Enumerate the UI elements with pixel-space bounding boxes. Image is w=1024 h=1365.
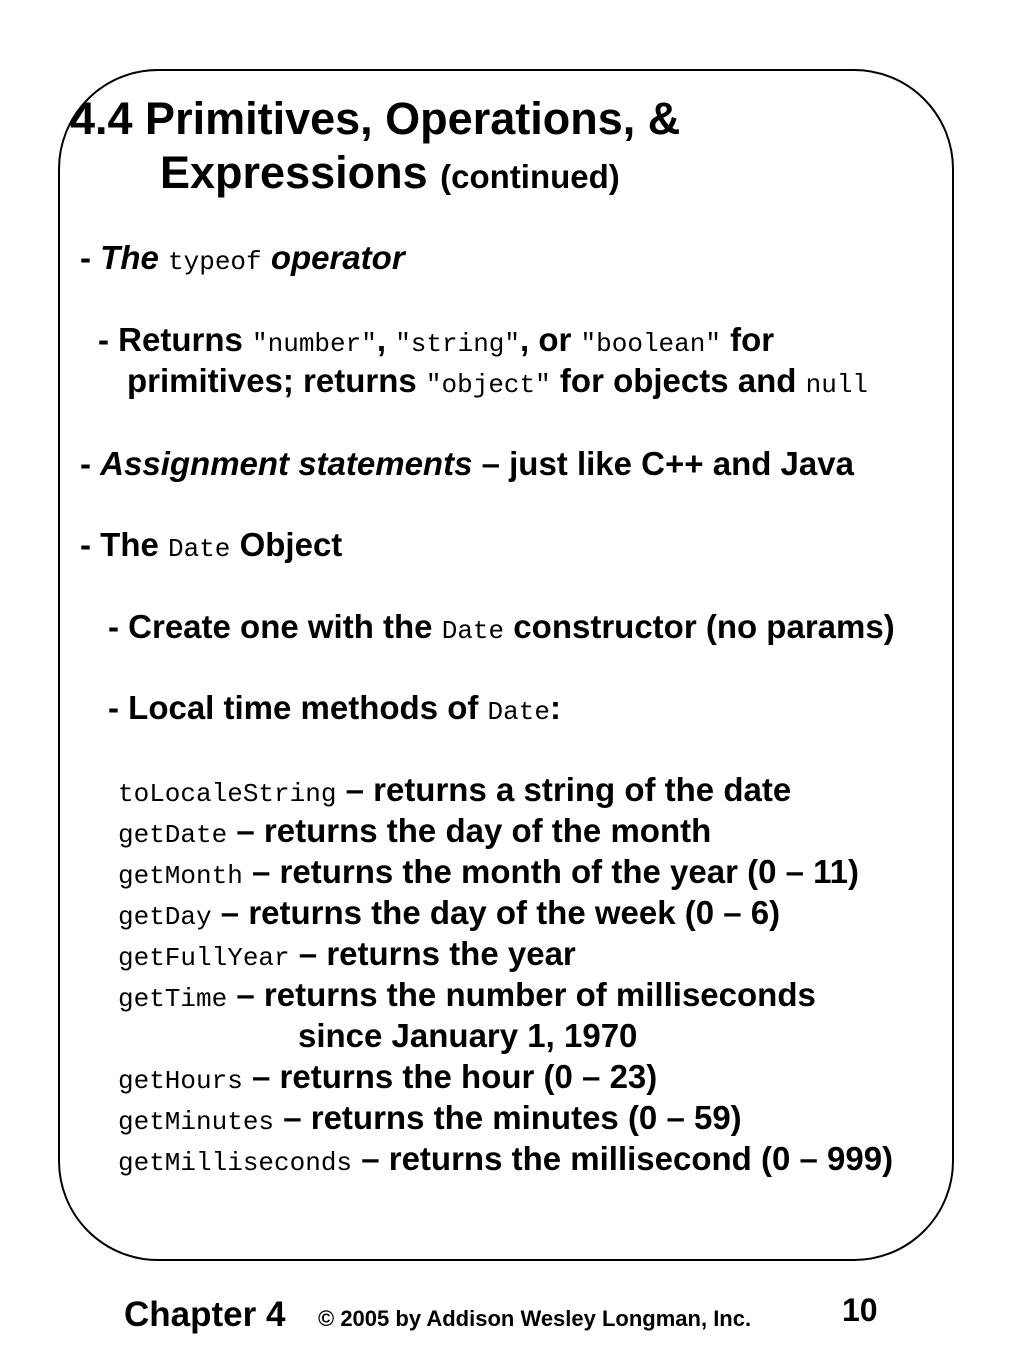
method-row-continuation (298, 1015, 637, 1056)
bullet-date-object (80, 524, 342, 570)
method-desc: – returns the millisecond (0 – 999) (352, 1140, 894, 1177)
method-desc: – returns the number of milliseconds (227, 976, 816, 1013)
returns-code-object: "object" (425, 370, 551, 400)
method-name: toLocaleString (118, 779, 337, 809)
method-desc: – returns the day of the week (0 – 6) (211, 894, 781, 931)
method-name: getFullYear (118, 943, 290, 973)
bullet-local-time (108, 687, 561, 733)
footer-chapter: Chapter 4 (124, 1295, 286, 1334)
returns-line2-pre: primitives; returns (127, 362, 426, 399)
method-name: getHours (118, 1066, 243, 1096)
method-row (118, 974, 816, 1020)
method-row (118, 810, 711, 856)
date-object-pre: - The (80, 526, 168, 563)
date-object-code: Date (168, 534, 231, 564)
method-row (118, 851, 859, 897)
bullet-assignment (80, 443, 854, 484)
method-name: getMinutes (118, 1107, 275, 1137)
title-line-1: 4.4 Primitives, Operations, & (70, 93, 681, 144)
returns-sep1: , (376, 321, 396, 358)
method-desc: since January 1, 1970 (298, 1017, 638, 1054)
method-desc: – returns the year (289, 935, 576, 972)
assignment-rest: – just like C++ and Java (472, 445, 854, 482)
method-name: getTime (118, 984, 228, 1014)
returns-part1: - Returns (98, 321, 253, 358)
method-row (118, 1056, 657, 1102)
title-line-2 (70, 146, 770, 204)
bullet-dash: - (80, 239, 101, 276)
method-desc: – returns the day of the month (227, 812, 712, 849)
returns-part2: for (720, 321, 775, 358)
create-post: constructor (no params) (504, 608, 895, 645)
typeof-code: typeof (168, 247, 262, 277)
method-desc: – returns a string of the date (336, 771, 792, 808)
footer-copyright: © 2005 by Addison Wesley Longman, Inc. (318, 1306, 752, 1331)
method-desc: – returns the hour (0 – 23) (242, 1058, 658, 1095)
local-time-post: : (549, 689, 561, 726)
returns-line2-mid: for objects and (550, 362, 806, 399)
local-time-code: Date (487, 697, 550, 727)
returns-code-boolean: "boolean" (580, 329, 721, 359)
local-time-pre: - Local time methods of (108, 689, 488, 726)
assignment-dash: - (80, 445, 101, 482)
create-code: Date (441, 616, 505, 646)
method-row (118, 933, 576, 979)
title-suffix: (continued) (440, 158, 620, 195)
returns-code-null: null (805, 370, 869, 400)
page-number: 10 (842, 1292, 878, 1328)
typeof-pre: The (100, 239, 159, 276)
typeof-post: operator (270, 239, 405, 276)
method-row (118, 1138, 893, 1184)
method-name: getMonth (118, 861, 243, 891)
returns-code-string: "string" (395, 329, 521, 359)
method-name: getDate (118, 820, 228, 850)
bullet-create (108, 606, 895, 652)
method-desc: – returns the month of the year (0 – 11) (242, 853, 859, 890)
returns-code-number: "number" (252, 329, 377, 359)
bullet-returns-line-1 (98, 319, 774, 365)
method-row (118, 1097, 742, 1143)
method-name: getMilliseconds (118, 1148, 353, 1178)
title-expressions: Expressions (160, 147, 428, 198)
bullet-returns-line-2 (127, 360, 868, 406)
method-row (118, 892, 780, 938)
bullet-typeof (80, 237, 405, 283)
method-row (118, 769, 791, 815)
create-pre: - Create one with the (108, 608, 442, 645)
slide-title (70, 92, 770, 204)
date-object-post: Object (230, 526, 343, 563)
returns-sep2: , or (520, 321, 581, 358)
assignment-italic: Assignment statements (100, 445, 473, 482)
method-name: getDay (118, 902, 212, 932)
method-desc: – returns the minutes (0 – 59) (274, 1099, 742, 1136)
